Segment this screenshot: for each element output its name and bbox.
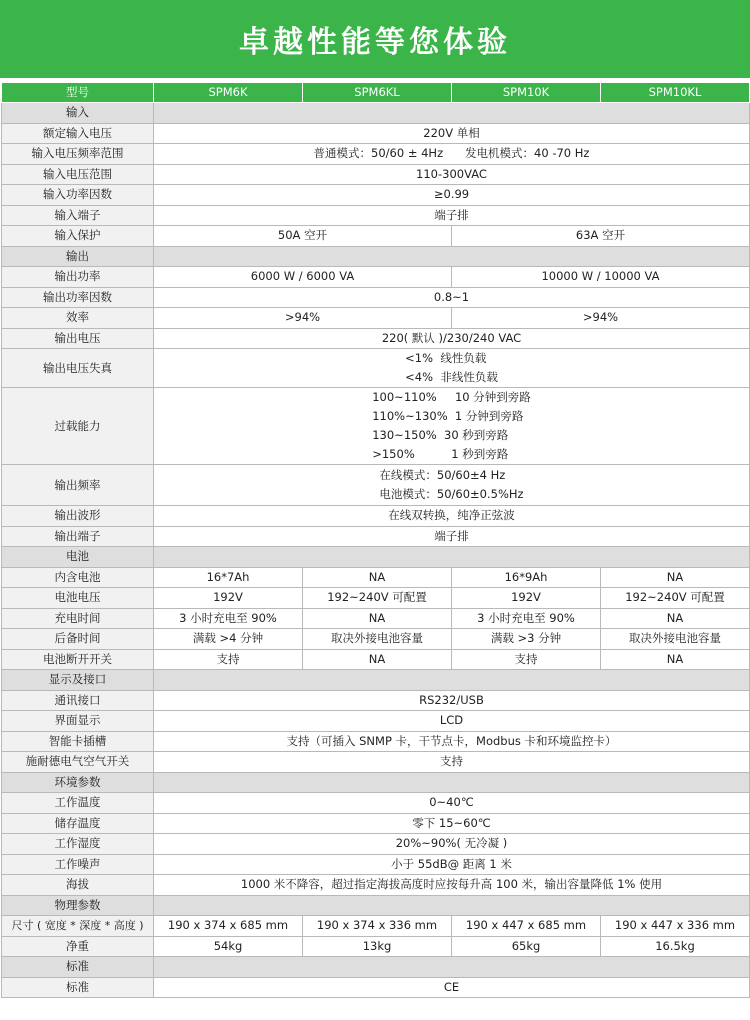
table-row	[2, 977, 750, 998]
section-title-physical: 物理参数	[2, 895, 154, 916]
section-row	[2, 957, 750, 978]
row-value: 6000 W / 6000 VA	[154, 267, 452, 288]
row-value-multiline	[154, 465, 750, 506]
overload-line: 110%~130% 1 分钟到旁路	[372, 409, 524, 423]
row-value: 小于 55dB@ 距离 1 米	[154, 854, 750, 875]
cell: 取决外接电池容量	[601, 629, 750, 650]
row-value: 220V 单相	[154, 123, 750, 144]
row-value: 端子排	[154, 526, 750, 547]
row-label: 通讯接口	[2, 690, 154, 711]
section-title-standard: 标准	[2, 957, 154, 978]
table-row	[2, 608, 750, 629]
cell: 192~240V 可配置	[601, 588, 750, 609]
cell: 190 x 374 x 685 mm	[154, 916, 303, 937]
row-label: 输出功率因数	[2, 287, 154, 308]
cell: 192~240V 可配置	[303, 588, 452, 609]
distortion-line: <1% 线性负载	[405, 351, 487, 365]
cell: 满载 >4 分钟	[154, 629, 303, 650]
cell: NA	[303, 608, 452, 629]
row-label: 电池断开开关	[2, 649, 154, 670]
section-row	[2, 103, 750, 124]
cell: 16.5kg	[601, 936, 750, 957]
row-value: 端子排	[154, 205, 750, 226]
row-value: 0~40℃	[154, 793, 750, 814]
section-title-environment: 环境参数	[2, 772, 154, 793]
row-label: 输出波形	[2, 506, 154, 527]
table-row	[2, 752, 750, 773]
cell: NA	[303, 567, 452, 588]
row-value: 1000 米不降容，超过指定海拔高度时应按每升高 100 米，输出容量降低 1% 使用	[154, 875, 750, 896]
frequency-line: 在线模式：50/60±4 Hz	[379, 468, 506, 482]
section-row	[2, 547, 750, 568]
table-row	[2, 144, 750, 165]
cell: 190 x 374 x 336 mm	[303, 916, 452, 937]
row-value: ≥0.99	[154, 185, 750, 206]
cell: 3 小时充电至 90%	[452, 608, 601, 629]
row-value: 支持（可插入 SNMP 卡，干节点卡，Modbus 卡和环境监控卡）	[154, 731, 750, 752]
header-label: 型号	[2, 83, 154, 103]
row-value: 普通模式：50/60 ± 4Hz 发电机模式：40 -70 Hz	[154, 144, 750, 165]
row-label: 储存温度	[2, 813, 154, 834]
cell: NA	[303, 649, 452, 670]
overload-line: >150% 1 秒到旁路	[372, 447, 509, 461]
row-value: >94%	[452, 308, 750, 329]
table-row	[2, 287, 750, 308]
table-row	[2, 205, 750, 226]
row-label: 输入功率因数	[2, 185, 154, 206]
row-value: RS232/USB	[154, 690, 750, 711]
row-label: 输入电压范围	[2, 164, 154, 185]
table-row	[2, 526, 750, 547]
row-value: 20%~90%( 无冷凝 )	[154, 834, 750, 855]
cell: 190 x 447 x 336 mm	[601, 916, 750, 937]
row-value: 10000 W / 10000 VA	[452, 267, 750, 288]
table-row	[2, 916, 750, 937]
row-value: 220( 默认 )/230/240 VAC	[154, 328, 750, 349]
model-spm6kl: SPM6KL	[303, 83, 452, 103]
cell: 65kg	[452, 936, 601, 957]
section-row	[2, 670, 750, 691]
table-row	[2, 690, 750, 711]
table-row	[2, 328, 750, 349]
spec-table	[1, 82, 750, 998]
row-value: 63A 空开	[452, 226, 750, 247]
row-label: 输出频率	[2, 465, 154, 506]
row-label: 工作噪声	[2, 854, 154, 875]
row-label: 输入保护	[2, 226, 154, 247]
row-label: 输入电压频率范围	[2, 144, 154, 165]
row-label: 过载能力	[2, 388, 154, 465]
section-row	[2, 895, 750, 916]
header-row	[2, 83, 750, 103]
row-value: 在线双转换，纯净正弦波	[154, 506, 750, 527]
table-row	[2, 267, 750, 288]
row-value: 支持	[154, 752, 750, 773]
model-spm10k: SPM10K	[452, 83, 601, 103]
table-row	[2, 834, 750, 855]
table-row	[2, 629, 750, 650]
model-spm10kl: SPM10KL	[601, 83, 750, 103]
table-row	[2, 388, 750, 465]
row-label: 电池电压	[2, 588, 154, 609]
row-label: 输入端子	[2, 205, 154, 226]
row-value-multiline	[154, 349, 750, 388]
table-row	[2, 123, 750, 144]
cell: 16*7Ah	[154, 567, 303, 588]
table-row	[2, 349, 750, 388]
cell: 取决外接电池容量	[303, 629, 452, 650]
row-label: 海拔	[2, 875, 154, 896]
row-label: 后备时间	[2, 629, 154, 650]
row-label: 尺寸 ( 宽度 * 深度 * 高度 )	[2, 916, 154, 937]
section-row	[2, 246, 750, 267]
section-row	[2, 772, 750, 793]
row-label: 标准	[2, 977, 154, 998]
cell: 13kg	[303, 936, 452, 957]
overload-line: 100~110% 10 分钟到旁路	[372, 390, 531, 404]
row-value: 110-300VAC	[154, 164, 750, 185]
table-row	[2, 649, 750, 670]
table-row	[2, 465, 750, 506]
row-label: 输出电压失真	[2, 349, 154, 388]
row-label: 工作温度	[2, 793, 154, 814]
section-title-input: 输入	[2, 103, 154, 124]
table-row	[2, 854, 750, 875]
row-value: >94%	[154, 308, 452, 329]
row-label: 输出端子	[2, 526, 154, 547]
table-row	[2, 711, 750, 732]
row-label: 内含电池	[2, 567, 154, 588]
row-label: 工作湿度	[2, 834, 154, 855]
frequency-line: 电池模式：50/60±0.5%Hz	[379, 487, 524, 501]
cell: 192V	[154, 588, 303, 609]
row-label: 输出功率	[2, 267, 154, 288]
cell: 满载 >3 分钟	[452, 629, 601, 650]
row-label: 净重	[2, 936, 154, 957]
distortion-line: <4% 非线性负载	[405, 370, 498, 384]
section-title-display: 显示及接口	[2, 670, 154, 691]
row-label: 充电时间	[2, 608, 154, 629]
row-value-multiline	[154, 388, 750, 465]
row-label: 施耐德电气空气开关	[2, 752, 154, 773]
row-label: 输出电压	[2, 328, 154, 349]
cell: 54kg	[154, 936, 303, 957]
model-spm6k: SPM6K	[154, 83, 303, 103]
row-label: 效率	[2, 308, 154, 329]
table-row	[2, 164, 750, 185]
row-value: CE	[154, 977, 750, 998]
cell: 3 小时充电至 90%	[154, 608, 303, 629]
table-row	[2, 731, 750, 752]
cell: 192V	[452, 588, 601, 609]
row-label: 界面显示	[2, 711, 154, 732]
section-title-output: 输出	[2, 246, 154, 267]
cell: NA	[601, 567, 750, 588]
section-title-battery: 电池	[2, 547, 154, 568]
cell: 190 x 447 x 685 mm	[452, 916, 601, 937]
table-row	[2, 588, 750, 609]
table-row	[2, 813, 750, 834]
table-row	[2, 226, 750, 247]
title-banner	[0, 0, 750, 78]
row-value: 零下 15~60℃	[154, 813, 750, 834]
cell: 16*9Ah	[452, 567, 601, 588]
table-row	[2, 875, 750, 896]
table-row	[2, 308, 750, 329]
cell: 支持	[154, 649, 303, 670]
overload-line: 130~150% 30 秒到旁路	[372, 428, 509, 442]
cell: 支持	[452, 649, 601, 670]
cell: NA	[601, 608, 750, 629]
table-row	[2, 793, 750, 814]
table-row	[2, 567, 750, 588]
table-row	[2, 506, 750, 527]
table-row	[2, 185, 750, 206]
row-value: LCD	[154, 711, 750, 732]
table-row	[2, 936, 750, 957]
cell: NA	[601, 649, 750, 670]
row-label: 额定输入电压	[2, 123, 154, 144]
row-label: 智能卡插槽	[2, 731, 154, 752]
page-title: 卓越性能等您体验	[239, 25, 511, 60]
row-value: 0.8~1	[154, 287, 750, 308]
row-value: 50A 空开	[154, 226, 452, 247]
